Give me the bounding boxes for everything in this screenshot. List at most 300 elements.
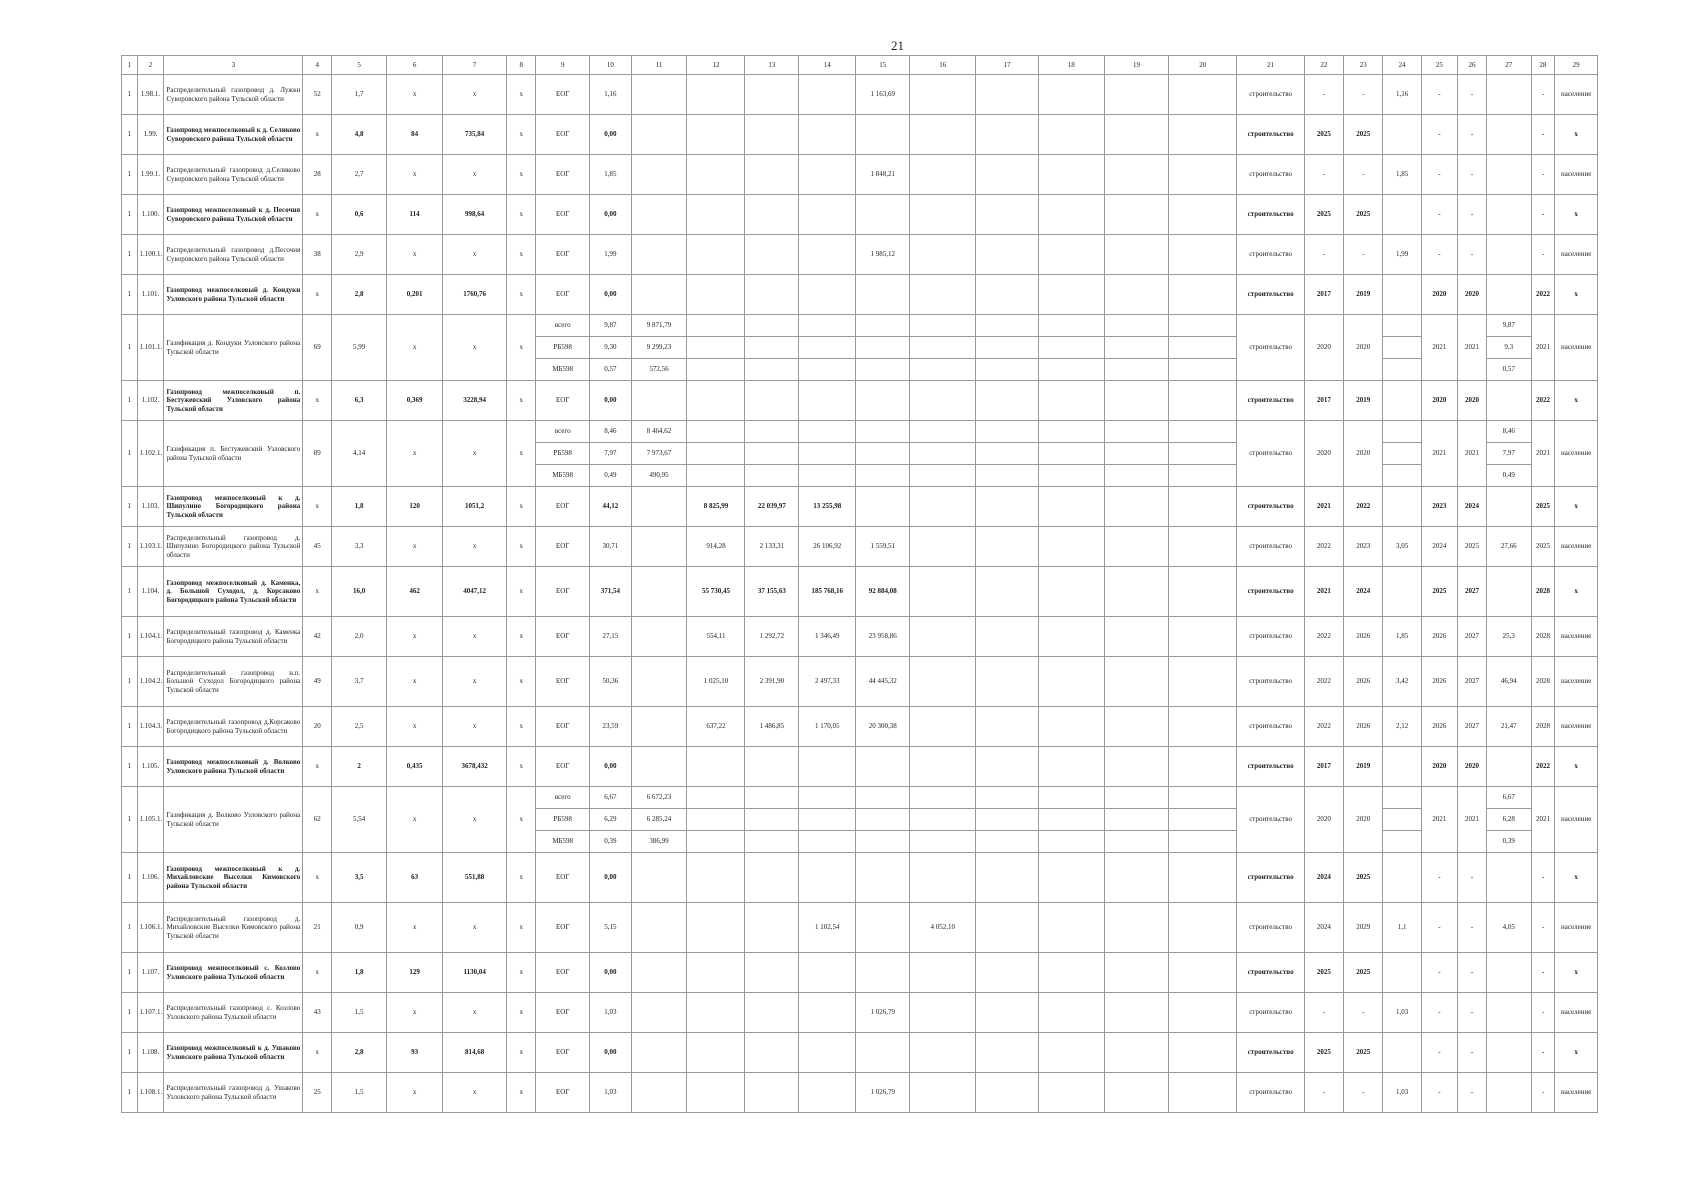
column-number-27: 27	[1487, 56, 1532, 75]
cell-col5: 1,5	[332, 993, 387, 1033]
cell-col25: -	[1421, 953, 1457, 993]
cell-col12	[687, 75, 745, 115]
cell-col17	[976, 747, 1038, 787]
cell-col24: 1,16	[1383, 75, 1421, 115]
cell-number: 1.101.1.	[137, 315, 164, 381]
cell-col21: строительство	[1237, 527, 1304, 567]
cell-col20	[1169, 527, 1237, 567]
cell-col24	[1383, 747, 1421, 787]
cell-col20	[1169, 275, 1237, 315]
column-number-16: 16	[910, 56, 976, 75]
cell-col18	[1038, 853, 1104, 903]
cell-col27: 7,97	[1487, 443, 1532, 465]
cell-col15	[856, 465, 910, 487]
cell-col24	[1383, 381, 1421, 421]
cell-col6: 0,435	[387, 747, 443, 787]
cell-col9: ЕОГ	[536, 953, 590, 993]
cell-col21: строительство	[1237, 1073, 1304, 1113]
cell-col12	[687, 443, 745, 465]
cell-col24	[1383, 443, 1421, 465]
cell-col26: -	[1458, 903, 1487, 953]
cell-col10: 0,00	[590, 1033, 631, 1073]
cell-col1: 1	[122, 75, 138, 115]
cell-col1: 1	[122, 195, 138, 235]
cell-col20	[1169, 1033, 1237, 1073]
cell-col21: строительство	[1237, 903, 1304, 953]
cell-col10: 0,00	[590, 747, 631, 787]
cell-col19	[1104, 853, 1168, 903]
cell-col12: 8 825,99	[687, 487, 745, 527]
cell-col11	[631, 707, 687, 747]
cell-col4: х	[303, 953, 332, 993]
cell-number: 1.104.1.	[137, 617, 164, 657]
cell-number: 1.102.	[137, 381, 164, 421]
cell-col7: 814,68	[443, 1033, 507, 1073]
table-row	[122, 657, 1598, 707]
cell-col15	[856, 195, 910, 235]
cell-col11: 386,99	[631, 831, 687, 853]
table-row	[122, 1073, 1598, 1113]
cell-col7: х	[443, 155, 507, 195]
column-number-28: 28	[1531, 56, 1555, 75]
cell-col19	[1104, 195, 1168, 235]
cell-col17	[976, 853, 1038, 903]
column-number-row	[122, 56, 1598, 75]
column-number-23: 23	[1344, 56, 1383, 75]
cell-col22: 2022	[1304, 657, 1343, 707]
cell-col7: х	[443, 1073, 507, 1113]
cell-col11	[631, 195, 687, 235]
cell-object-name: Газопровод межпоселковый д. Кондуки Узловского района Тульской области	[164, 275, 303, 315]
cell-col12	[687, 421, 745, 443]
cell-consumer: население	[1555, 315, 1598, 381]
cell-col28: -	[1531, 1033, 1555, 1073]
cell-col16	[910, 337, 976, 359]
cell-col19	[1104, 465, 1168, 487]
cell-col4: х	[303, 853, 332, 903]
cell-col5: 3,5	[332, 853, 387, 903]
cell-col24	[1383, 831, 1421, 853]
cell-col8: х	[507, 567, 536, 617]
cell-col22: -	[1304, 1073, 1343, 1113]
cell-col14	[799, 275, 856, 315]
cell-col28: 2028	[1531, 707, 1555, 747]
cell-object-name: Распределительный газопровод д. Лужки Суворовского района Тульской области	[164, 75, 303, 115]
cell-col13	[745, 75, 799, 115]
cell-col6: х	[387, 421, 443, 487]
cell-col10: 0,00	[590, 195, 631, 235]
cell-consumer: х	[1555, 195, 1598, 235]
cell-object-name: Газопровод межпоселковый к д. Шипулино Богородицкого района Тульской области	[164, 487, 303, 527]
cell-col5: 1,7	[332, 75, 387, 115]
cell-col17	[976, 993, 1038, 1033]
cell-col25: 2025	[1421, 567, 1457, 617]
cell-col18	[1038, 235, 1104, 275]
cell-col7: х	[443, 527, 507, 567]
cell-col21: строительство	[1237, 75, 1304, 115]
cell-col13: 22 039,97	[745, 487, 799, 527]
table-row	[122, 487, 1598, 527]
cell-col28: 2022	[1531, 747, 1555, 787]
cell-number: 1.103.1.	[137, 527, 164, 567]
cell-col23: 2026	[1344, 617, 1383, 657]
cell-col18	[1038, 527, 1104, 567]
column-number-11: 11	[631, 56, 687, 75]
table-row	[122, 617, 1598, 657]
cell-col1: 1	[122, 421, 138, 487]
cell-col22: 2025	[1304, 953, 1343, 993]
cell-col14	[799, 421, 856, 443]
column-number-15: 15	[856, 56, 910, 75]
cell-object-name: Газопровод межпоселковый д. Волково Узловского района Тульской области	[164, 747, 303, 787]
cell-col10: 9,30	[590, 337, 631, 359]
cell-col18	[1038, 1033, 1104, 1073]
cell-col17	[976, 527, 1038, 567]
cell-col6: 114	[387, 195, 443, 235]
cell-col25: -	[1421, 235, 1457, 275]
cell-col16	[910, 1073, 976, 1113]
cell-col15: 44 445,32	[856, 657, 910, 707]
cell-col4: х	[303, 195, 332, 235]
cell-col26: 2020	[1458, 275, 1487, 315]
cell-col12	[687, 993, 745, 1033]
cell-col17	[976, 381, 1038, 421]
cell-source: МБ598	[536, 465, 590, 487]
cell-col26: -	[1458, 1033, 1487, 1073]
cell-col11	[631, 953, 687, 993]
cell-col14: 2 497,33	[799, 657, 856, 707]
cell-col28: 2028	[1531, 617, 1555, 657]
cell-col4: х	[303, 381, 332, 421]
cell-col10: 371,54	[590, 567, 631, 617]
cell-number: 1.107.1.	[137, 993, 164, 1033]
cell-col17	[976, 617, 1038, 657]
cell-col13	[745, 337, 799, 359]
cell-col11	[631, 657, 687, 707]
cell-col10: 8,46	[590, 421, 631, 443]
cell-consumer: х	[1555, 567, 1598, 617]
cell-col12	[687, 275, 745, 315]
cell-col4: 43	[303, 993, 332, 1033]
cell-col8: х	[507, 527, 536, 567]
cell-col14	[799, 1073, 856, 1113]
cell-object-name: Газопровод межпоселковый п. Бестужевский Узловского района Тульской области	[164, 381, 303, 421]
cell-col18	[1038, 787, 1104, 809]
cell-col9: ЕОГ	[536, 1033, 590, 1073]
cell-col10: 0,57	[590, 359, 631, 381]
cell-col9: ЕОГ	[536, 567, 590, 617]
cell-col25: -	[1421, 1073, 1457, 1113]
cell-col13	[745, 853, 799, 903]
cell-col7: х	[443, 993, 507, 1033]
cell-col4: 28	[303, 155, 332, 195]
cell-col9: ЕОГ	[536, 195, 590, 235]
table-row	[122, 115, 1598, 155]
cell-col17	[976, 195, 1038, 235]
cell-consumer: население	[1555, 75, 1598, 115]
cell-col18	[1038, 195, 1104, 235]
cell-col9: ЕОГ	[536, 155, 590, 195]
cell-col6: х	[387, 1073, 443, 1113]
cell-col10: 1,85	[590, 155, 631, 195]
cell-col14	[799, 155, 856, 195]
column-number-9: 9	[536, 56, 590, 75]
cell-col16	[910, 707, 976, 747]
cell-col21: строительство	[1237, 487, 1304, 527]
cell-col27	[1487, 1033, 1532, 1073]
cell-col8: х	[507, 993, 536, 1033]
cell-work-type: строительство	[1237, 787, 1304, 853]
cell-col14	[799, 381, 856, 421]
cell-col11	[631, 381, 687, 421]
cell-col22: 2025	[1304, 195, 1343, 235]
cell-object-name: Распределительный газопровод д.Селиково Суворовского района Тульской области	[164, 155, 303, 195]
cell-col26: -	[1458, 75, 1487, 115]
cell-col22: 2021	[1304, 487, 1343, 527]
cell-col12	[687, 831, 745, 853]
cell-col10: 0,00	[590, 953, 631, 993]
cell-col11: 6 672,23	[631, 787, 687, 809]
cell-col24: 1,85	[1383, 155, 1421, 195]
cell-col11	[631, 275, 687, 315]
cell-col21: строительство	[1237, 275, 1304, 315]
cell-col13: 1 292,72	[745, 617, 799, 657]
cell-col24	[1383, 853, 1421, 903]
cell-consumer: население	[1555, 787, 1598, 853]
cell-col25: -	[1421, 155, 1457, 195]
cell-col19	[1104, 115, 1168, 155]
cell-col24	[1383, 567, 1421, 617]
cell-col1: 1	[122, 993, 138, 1033]
cell-col18	[1038, 275, 1104, 315]
cell-col20	[1169, 359, 1237, 381]
column-number-18: 18	[1038, 56, 1104, 75]
cell-col1: 1	[122, 657, 138, 707]
cell-col6: х	[387, 155, 443, 195]
cell-col10: 27,15	[590, 617, 631, 657]
cell-col20	[1169, 315, 1237, 337]
cell-consumer: х	[1555, 275, 1598, 315]
cell-col9: ЕОГ	[536, 707, 590, 747]
cell-col27: 21,47	[1487, 707, 1532, 747]
cell-col15: 1 985,12	[856, 235, 910, 275]
cell-col13	[745, 315, 799, 337]
cell-col11	[631, 903, 687, 953]
cell-col8: х	[507, 75, 536, 115]
table-row	[122, 1033, 1598, 1073]
cell-col27	[1487, 993, 1532, 1033]
cell-col13	[745, 115, 799, 155]
investment-program-table	[121, 55, 1598, 1113]
cell-consumer: население	[1555, 903, 1598, 953]
cell-col21: строительство	[1237, 853, 1304, 903]
cell-col22: 2017	[1304, 747, 1343, 787]
cell-col21: строительство	[1237, 953, 1304, 993]
cell-col23: -	[1344, 1073, 1383, 1113]
cell-col12: 554,11	[687, 617, 745, 657]
table-row	[122, 315, 1598, 337]
cell-col16	[910, 381, 976, 421]
cell-col14	[799, 993, 856, 1033]
cell-col5: 1,8	[332, 487, 387, 527]
cell-col11: 9 299,23	[631, 337, 687, 359]
cell-col11: 8 464,62	[631, 421, 687, 443]
column-number-3: 3	[164, 56, 303, 75]
column-number-17: 17	[976, 56, 1038, 75]
cell-col1: 1	[122, 853, 138, 903]
cell-col25: 2026	[1421, 617, 1457, 657]
cell-col4: х	[303, 487, 332, 527]
cell-col22: 2017	[1304, 275, 1343, 315]
cell-col13: 37 155,63	[745, 567, 799, 617]
cell-col1: 1	[122, 787, 138, 853]
cell-col8: х	[507, 381, 536, 421]
column-number-26: 26	[1458, 56, 1487, 75]
cell-number: 1.99.	[137, 115, 164, 155]
table-row	[122, 903, 1598, 953]
cell-object-name: Распределительный газопровод д. Михайловские Выселки Кимовского района Тульской области	[164, 903, 303, 953]
cell-col27	[1487, 195, 1532, 235]
cell-col28: 2021	[1531, 315, 1555, 381]
cell-col15	[856, 809, 910, 831]
cell-col1: 1	[122, 527, 138, 567]
cell-col13	[745, 359, 799, 381]
cell-col6: 63	[387, 853, 443, 903]
cell-col19	[1104, 487, 1168, 527]
cell-object-name: Распределительный газопровод д. Шипулино Богородицкого района Тульской области	[164, 527, 303, 567]
cell-col5: 2,9	[332, 235, 387, 275]
cell-col6: х	[387, 787, 443, 853]
cell-col12	[687, 381, 745, 421]
cell-col28: -	[1531, 1073, 1555, 1113]
cell-col20	[1169, 903, 1237, 953]
cell-col4: х	[303, 275, 332, 315]
cell-col22: 2024	[1304, 903, 1343, 953]
cell-col15	[856, 337, 910, 359]
cell-col11	[631, 853, 687, 903]
cell-col26: 2020	[1458, 747, 1487, 787]
cell-col15	[856, 359, 910, 381]
cell-col22: 2020	[1304, 421, 1343, 487]
cell-col27	[1487, 487, 1532, 527]
cell-col23: 2019	[1344, 381, 1383, 421]
cell-col23: 2026	[1344, 707, 1383, 747]
cell-col26: 2027	[1458, 567, 1487, 617]
cell-col23: -	[1344, 993, 1383, 1033]
cell-col17	[976, 421, 1038, 443]
cell-col28: -	[1531, 953, 1555, 993]
cell-col13: 1 486,85	[745, 707, 799, 747]
cell-col22: -	[1304, 235, 1343, 275]
cell-col10: 0,00	[590, 853, 631, 903]
cell-col20	[1169, 195, 1237, 235]
cell-col4: 49	[303, 657, 332, 707]
cell-col20	[1169, 381, 1237, 421]
column-number-25: 25	[1421, 56, 1457, 75]
cell-col27: 4,05	[1487, 903, 1532, 953]
cell-col5: 4,8	[332, 115, 387, 155]
cell-consumer: население	[1555, 657, 1598, 707]
cell-col6: х	[387, 75, 443, 115]
cell-col9: ЕОГ	[536, 235, 590, 275]
cell-col7: 735,84	[443, 115, 507, 155]
cell-col5: 16,0	[332, 567, 387, 617]
cell-col23: 2025	[1344, 1033, 1383, 1073]
cell-consumer: население	[1555, 421, 1598, 487]
cell-col25: 2021	[1421, 315, 1457, 381]
cell-col8: х	[507, 747, 536, 787]
cell-source: всего	[536, 787, 590, 809]
cell-col15: 92 884,08	[856, 567, 910, 617]
cell-col16	[910, 115, 976, 155]
cell-col10: 6,29	[590, 809, 631, 831]
cell-col24	[1383, 275, 1421, 315]
cell-col26: 2021	[1458, 421, 1487, 487]
cell-object-name: Распределительный газопровод д. Каменка Богородицкого района Тульской области	[164, 617, 303, 657]
cell-col23: 2024	[1344, 567, 1383, 617]
cell-col1: 1	[122, 953, 138, 993]
cell-col16	[910, 487, 976, 527]
cell-col23: 2020	[1344, 787, 1383, 853]
cell-col6: 129	[387, 953, 443, 993]
cell-col6: 84	[387, 115, 443, 155]
cell-col12	[687, 747, 745, 787]
cell-col8: х	[507, 657, 536, 707]
cell-col25: -	[1421, 75, 1457, 115]
cell-col28: -	[1531, 853, 1555, 903]
cell-col24	[1383, 1033, 1421, 1073]
cell-col24	[1383, 195, 1421, 235]
cell-col20	[1169, 617, 1237, 657]
cell-col19	[1104, 903, 1168, 953]
table-row	[122, 993, 1598, 1033]
cell-col12: 914,28	[687, 527, 745, 567]
cell-col23: -	[1344, 75, 1383, 115]
cell-col25: 2021	[1421, 421, 1457, 487]
cell-col12	[687, 953, 745, 993]
column-number-6: 6	[387, 56, 443, 75]
cell-col13: 2 391,90	[745, 657, 799, 707]
cell-col21: строительство	[1237, 993, 1304, 1033]
cell-col12	[687, 1073, 745, 1113]
cell-col8: х	[507, 487, 536, 527]
cell-col6: х	[387, 235, 443, 275]
cell-col9: ЕОГ	[536, 75, 590, 115]
cell-col10: 23,59	[590, 707, 631, 747]
cell-col21: строительство	[1237, 115, 1304, 155]
cell-col8: х	[507, 115, 536, 155]
cell-col13	[745, 831, 799, 853]
cell-col16	[910, 421, 976, 443]
cell-col20	[1169, 953, 1237, 993]
cell-number: 1.103.	[137, 487, 164, 527]
cell-col9: ЕОГ	[536, 657, 590, 707]
cell-col27	[1487, 115, 1532, 155]
cell-col16	[910, 155, 976, 195]
cell-col19	[1104, 381, 1168, 421]
cell-col1: 1	[122, 235, 138, 275]
cell-col8: х	[507, 1073, 536, 1113]
cell-col10: 1,03	[590, 1073, 631, 1113]
cell-col24	[1383, 809, 1421, 831]
cell-col26: 2021	[1458, 315, 1487, 381]
cell-col19	[1104, 315, 1168, 337]
cell-col19	[1104, 443, 1168, 465]
cell-col9: ЕОГ	[536, 527, 590, 567]
cell-consumer: население	[1555, 235, 1598, 275]
cell-col14: 185 768,16	[799, 567, 856, 617]
cell-col12	[687, 359, 745, 381]
